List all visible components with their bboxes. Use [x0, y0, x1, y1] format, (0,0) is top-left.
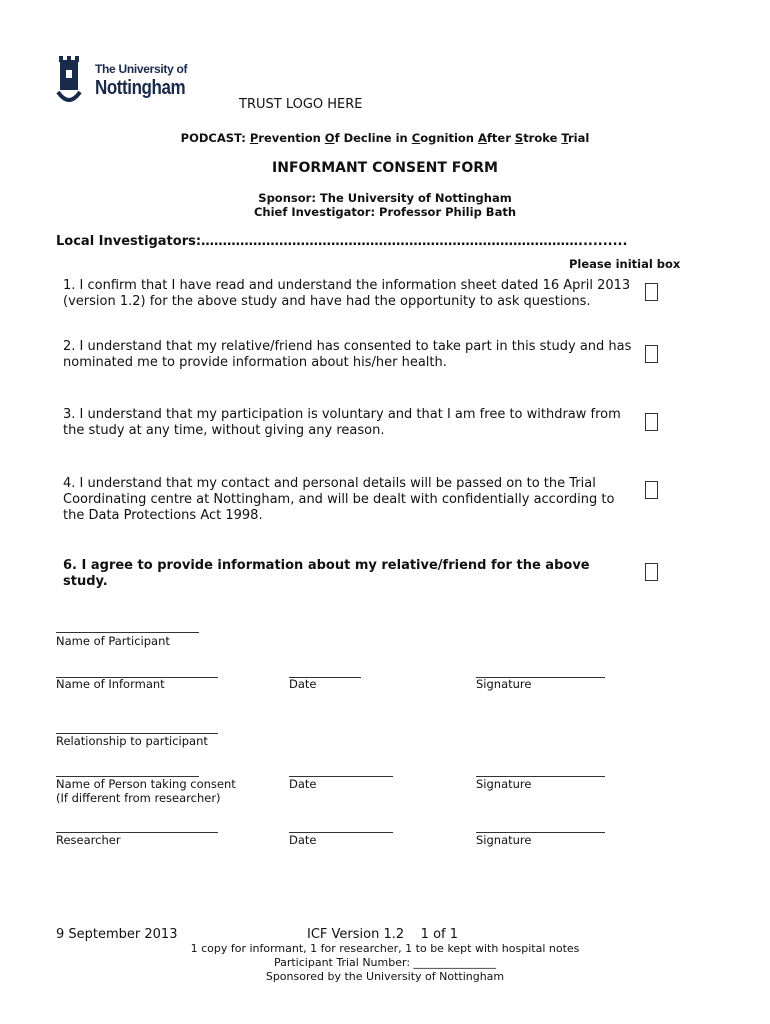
consent-taker-label — [56, 777, 236, 805]
researcher-label: Researcher — [56, 833, 121, 847]
footer-version: ICF Version 1.2 1 of 1 — [307, 927, 458, 942]
local-investigators: Local Investigators:…………………………………………………………………………….......... — [56, 234, 628, 249]
consent-date-label: Date — [289, 777, 317, 791]
relationship-label: Relationship to participant — [56, 734, 208, 748]
consent-taker-text: Name of Person taking consent — [56, 777, 236, 791]
initial-box-4[interactable] — [645, 481, 658, 499]
university-logo — [56, 56, 86, 106]
study-name: PODCAST: Prevention Of Decline in Cognition After Stroke Trial — [180, 131, 590, 145]
logo-line2: Nottingham — [95, 77, 186, 99]
initial-box-1[interactable] — [645, 283, 658, 301]
initial-box-2[interactable] — [645, 345, 658, 363]
sponsor-block — [0, 191, 770, 219]
chief-investigator-text: Chief Investigator: Professor Philip Bath — [253, 205, 517, 219]
form-title: INFORMANT CONSENT FORM — [272, 160, 498, 176]
castle-crest-icon — [56, 56, 86, 106]
consent-taker-note: (If different from researcher) — [56, 791, 221, 805]
initial-box-6[interactable] — [645, 563, 658, 581]
participant-name-line[interactable] — [56, 632, 199, 633]
consent-item-4: 4. I understand that my contact and personal details will be passed on to the Trial Coordinating centre at Nottingham, and will be dealt with confidentially according to the Data Protections Act 1998. — [63, 476, 615, 523]
logo-line1: The University of — [95, 62, 188, 76]
footer-copies: 1 copy for informant, 1 for researcher, 1 to be kept with hospital notes — [190, 942, 580, 955]
informant-date-label: Date — [289, 677, 317, 691]
trust-logo-placeholder: TRUST LOGO HERE — [239, 97, 363, 112]
consent-item-3: 3. I understand that my participation is voluntary and that I am free to withdraw from the study at any time, without giving any reason. — [63, 407, 621, 438]
informant-signature-label: Signature — [476, 677, 532, 691]
researcher-date-label: Date — [289, 833, 317, 847]
footer-sponsored: Sponsored by the University of Nottingham — [265, 970, 505, 983]
consent-signature-label: Signature — [476, 777, 532, 791]
consent-item-6: 6. I agree to provide information about my relative/friend for the above study. — [63, 558, 590, 589]
initial-box-3[interactable] — [645, 413, 658, 431]
informant-name-label: Name of Informant — [56, 677, 165, 691]
footer-trial-number: Participant Trial Number: _______________ — [273, 956, 497, 969]
initial-box-label: Please initial box — [569, 257, 681, 271]
researcher-signature-label: Signature — [476, 833, 532, 847]
consent-item-2: 2. I understand that my relative/friend has consented to take part in this study and has nominated me to provide information about his/her health. — [63, 339, 632, 370]
sponsor-text: Sponsor: The University of Nottingham — [258, 191, 512, 205]
consent-item-1: 1. I confirm that I have read and understand the information sheet dated 16 April 2013 (version 1.2) for the above study and have had the opportunity to ask questions. — [63, 278, 631, 309]
participant-name-label: Name of Participant — [56, 634, 170, 648]
footer-date: 9 September 2013 — [56, 927, 178, 942]
